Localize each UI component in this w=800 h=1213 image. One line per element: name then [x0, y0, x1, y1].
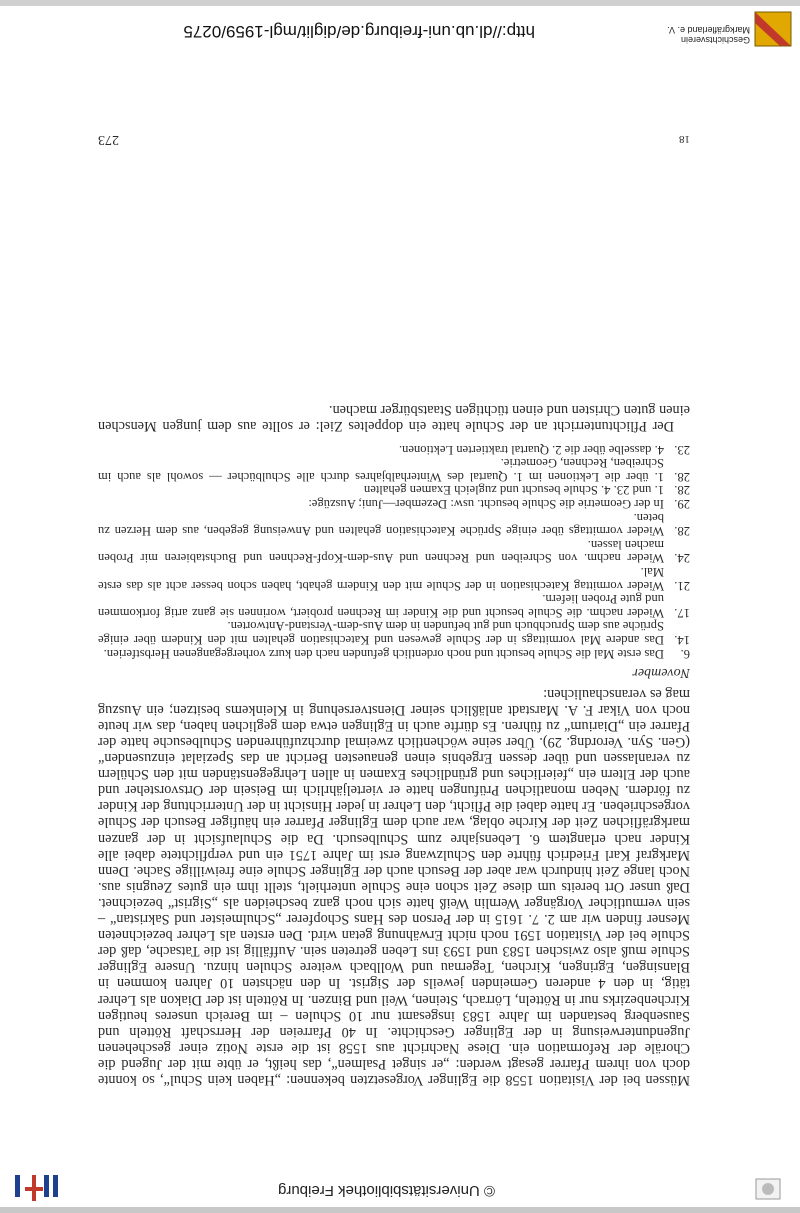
viewer-bottom-strip — [0, 0, 800, 51]
diary-entry — [98, 619, 690, 646]
source-organization — [667, 25, 750, 45]
page-footer — [98, 129, 690, 153]
coat-of-arms-icon — [754, 11, 792, 47]
org-line-2: Markgräflerland e. V. — [667, 25, 750, 35]
entry-day: 6. — [680, 646, 690, 661]
diary-entry — [98, 442, 690, 456]
entry-day: 23. — [674, 442, 690, 457]
entry-day: 28. — [674, 469, 690, 484]
entry-day: 29. — [674, 497, 690, 512]
bottom-divider — [0, 0, 800, 6]
diary-entry — [98, 537, 690, 564]
entry-day: 28. — [674, 483, 690, 498]
document-page — [98, 402, 690, 1088]
entry-text: Wieder vormittag Katechisation in der Schule mit den Kindern gehabt, haben schon besser acht als das erste Mal. — [98, 565, 664, 593]
library-logo-icon — [754, 1175, 782, 1203]
entry-text: Wieder vormittags über einige Sprüche Katechisation gehalten und Anweisung gegeben, aus dem Herzen zu beten. — [98, 510, 664, 539]
intro-paragraph: Müssen bei der Visitation 1558 die Eglinger Vorgesetzten bekennen: „Haben kein Schul“, so konnte doch von ihrem Pfarrer gesagt werden: „er singet Psalmen“, das heißt, er übte mit der Jugend die Choräle der Reformation ein. Diese Nachricht aus 1558 ist die erste Notiz einer geschehenen Jugendunterweisung in der Eglinger Geschichte. In 40 Pfarreien der Herrschaft Rötteln und Sausenberg bestanden im Jahre 1583 insgesamt nur 10 Schulen – im Bereich unseres heutigen Kirchenbezirks nur in Rötteln, Lörrach, Steinen, Weil und Binzen. In Rötteln ist der Diakon als Lehrer tätig, in den 4 anderen Gemeinden jeweils der Sigrist. In den nächsten 10 Jahren kommen in Blansingen, Egringen, Kirchen, Tegernau und Wollbach weitere Schulen hinzu. Unsere Eglinger Schule muß also zwischen 1583 und 1593 ins Leben getreten sein. Auffällig ist die Tatsache, daß der Schule bei der Visitation 1591 noch nicht Erwähnung getan wird. Den ersten als Lehrer bezeichneten Mesner finden wir am 2. 7. 1615 in der Person des Hans Schopferer „Schulmeister und Sakristan“ – sein vermutlicher Vorgänger Wernlin Weiß hatte sich noch ganz bescheiden als „Sigrist“ bezeichnet. Daß unser Ort bereits um diese Zeit schon eine Schule unterhielt, stellt ihm ein gutes Zeugnis aus. Noch lange Zeit hindurch war aber der Besuch auch der Eglinger Schule eine freiwillige Sache. Denn Markgraf Karl Friedrich führte den Schulzwang erst im Jahre 1751 ein und verpflichtete dabei alle Kinder nach erlangtem 6. Lebensjahre zum Schulbesuch. Da die Schulaufsicht in der ganzen markgräflichen Zeit der Kirche oblag, war auch dem Eglinger Pfarrer ein häufiger Besuch der Schule vorgeschrieben. Er hatte dabei die Pflicht, den Lehrer in jeder Hinsicht in der Unterrichtung der Kinder zu fördern. Neben monatlichen Prüfungen hatte er vierteljährlich im Beisein der Ortsvorsteher und auch der Eltern ein „feierliches und gründliches Examen in allen Lehrgegenständen mit den Schülern zu veranlassen und über dessen Ergebnis einen genauesten Bericht an das Spezialat einzusenden“ (Gen. Syn. Verordng. 29). Über seine wöchentlich zweimal durchzuführenden Schulbesuche hatte der Pfarrer ein „Diarium“ zu führen. Es dürfte auch in Eglingen etwa dem geglichen haben, das wir heute noch von Vikar F. A. Marstadt anläßlich seiner Dienstversehung in Kleinkems besitzen; ein Auszug mag es veranschaulichen: — [98, 685, 690, 1088]
diary-entry — [98, 496, 690, 510]
entry-day: 21. — [674, 578, 690, 593]
top-divider — [0, 1207, 800, 1213]
entry-text: 4. dasselbe über die 2. Quartal traktierten Lektionen. — [398, 442, 664, 457]
entry-day: 28. — [674, 524, 690, 539]
entry-text: In der Geometrie die Schule besucht. usw: Dezember—Juni; Auszüge: — [308, 497, 664, 512]
diary-entry — [98, 510, 690, 537]
library-copyright: © Universitätsbibliothek Freiburg — [278, 1182, 495, 1199]
diary-entry — [98, 456, 690, 483]
entry-day: 14. — [674, 632, 690, 647]
entry-day: 24. — [674, 551, 690, 566]
university-logo-icon — [8, 1171, 60, 1205]
entry-text: 1. und 23. 4. Schule besucht und zugleich Examen gehalten — [363, 483, 664, 498]
closing-paragraph: Der Pflichtunterricht an der Schule hatte ein doppeltes Ziel: er sollte aus dem jungen Menschen einen guten Christen und einen tüchtigen Staatsbürger machen. — [98, 401, 690, 435]
entry-text: Wieder nachm. von Schreiben und Rechnen und Aus-dem-Kopf-Rechnen und Buchstabieren mir Proben machen lassen. — [98, 537, 664, 566]
diary-entry — [98, 483, 690, 497]
diary-entry — [98, 646, 690, 660]
org-line-1: Geschichtsverein — [680, 35, 750, 45]
entry-day: 17. — [674, 605, 690, 620]
entry-text: Das andere Mal vormittags in der Schule gewesen und Katechisation gehalten mit den Kindern über einige Sprüche aus dem Spruchbuch und gut befunden in dem Aus-dem-Verstand-Antworten. — [98, 619, 664, 647]
entry-text: Wieder nachm. die Schule besucht und die Kinder im Rechnen probiert, worinnen sie ganz artig fortkommen und gute Proben liefern. — [98, 592, 664, 620]
viewer-top-strip — [0, 1167, 800, 1213]
signature-mark: 18 — [679, 133, 690, 145]
diary-entries — [98, 442, 690, 660]
diary-entry — [98, 592, 690, 619]
entry-text: Das erste Mal die Schule besucht und noch ordentlich gefunden nach den kurz vorhergegangenen Herbstferien. — [103, 646, 664, 661]
page-number: 273 — [98, 132, 119, 147]
diary-entry — [98, 564, 690, 591]
source-url-link[interactable]: http://dl.ub.uni-freiburg.de/diglit/mgl-1959/0275 — [183, 22, 535, 41]
month-heading: November — [632, 664, 690, 680]
entry-text: 1. über die Lektionen im 1. Quartal des Winterhalbjahres durch alle Schulbücher — sowohl als auch im Schreiben, Rechnen, Geometrie. — [98, 456, 664, 484]
